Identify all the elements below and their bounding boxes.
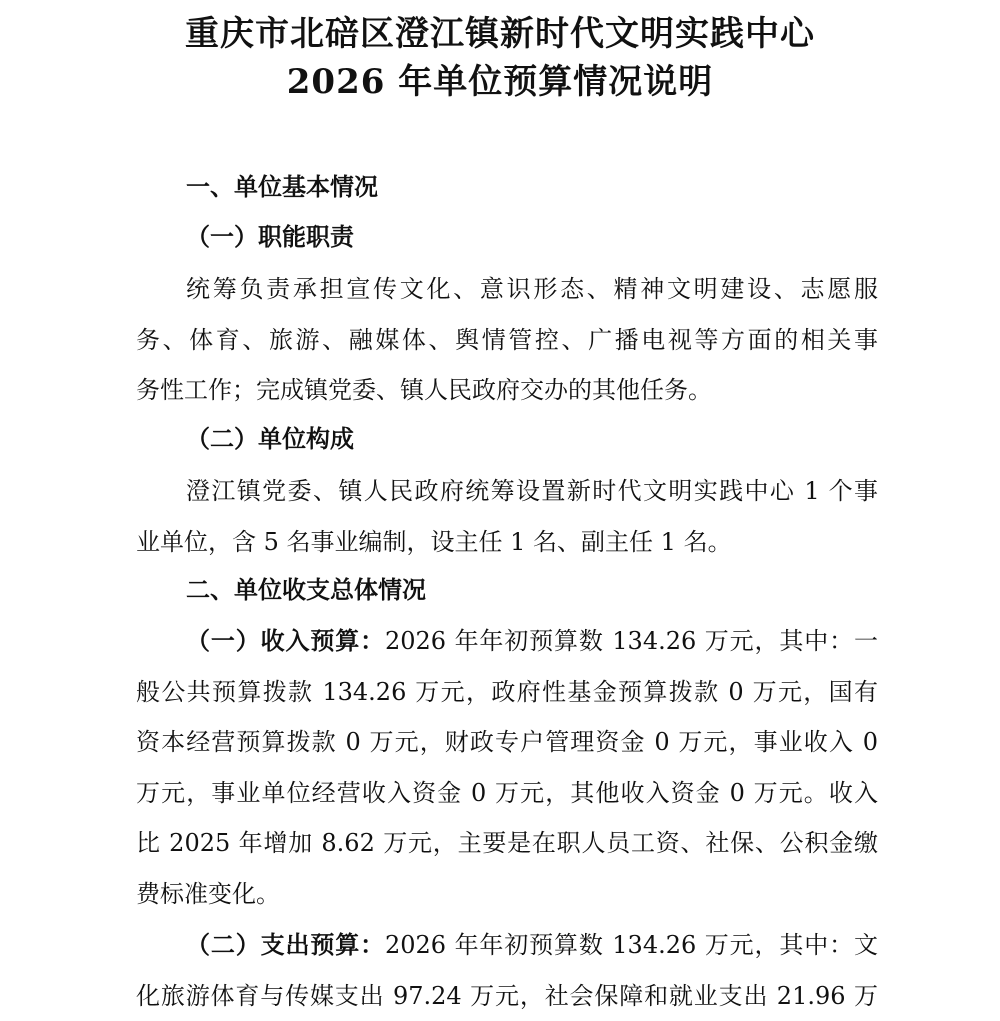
composition-line: 澄江镇党委、镇人民政府统筹设置新时代文明实践中心 1 个事 — [136, 466, 878, 517]
expense-line: 化旅游体育与传媒支出 97.24 万元，社会保障和就业支出 21.96 万 — [136, 971, 878, 1021]
income-line: 比 2025 年增加 8.62 万元，主要是在职人员工资、社保、公积金缴 — [136, 818, 878, 869]
section1-sub1-heading: （一）职能职责 — [186, 221, 354, 253]
duties-line: 统筹负责承担宣传文化、意识形态、精神文明建设、志愿服 — [136, 264, 878, 315]
income-line: 资本经营预算拨款 0 万元，财政专户管理资金 0 万元，事业收入 0 — [136, 717, 878, 768]
income-line — [136, 616, 878, 667]
composition-paragraph — [136, 466, 878, 567]
duties-line: 务性工作；完成镇党委、镇人民政府交办的其他任务。 — [136, 365, 878, 416]
document-title-line1: 重庆市北碚区澄江镇新时代文明实践中心 — [0, 12, 1000, 56]
expense-paragraph — [136, 920, 878, 1021]
income-label: （一）收入预算： — [186, 626, 385, 655]
duties-line: 务、体育、旅游、融媒体、舆情管控、广播电视等方面的相关事 — [136, 315, 878, 366]
income-line: 般公共预算拨款 134.26 万元，政府性基金预算拨款 0 万元，国有 — [136, 667, 878, 718]
section1-heading: 一、单位基本情况 — [186, 171, 378, 203]
expense-line-text: 2026 年年初预算数 134.26 万元，其中：文 — [385, 931, 878, 959]
duties-paragraph — [136, 264, 878, 416]
expense-line — [136, 920, 878, 971]
composition-line: 业单位，含 5 名事业编制，设主任 1 名、副主任 1 名。 — [136, 517, 878, 568]
income-paragraph — [136, 616, 878, 919]
income-line-text: 2026 年年初预算数 134.26 万元，其中：一 — [385, 627, 878, 655]
section1-sub2-heading: （二）单位构成 — [186, 423, 354, 455]
income-line: 万元，事业单位经营收入资金 0 万元，其他收入资金 0 万元。收入 — [136, 768, 878, 819]
section2-heading: 二、单位收支总体情况 — [186, 574, 426, 606]
income-line: 费标准变化。 — [136, 869, 878, 920]
document-title-line2: 2026 年单位预算情况说明 — [0, 60, 1000, 104]
expense-label: （二）支出预算： — [186, 930, 385, 959]
